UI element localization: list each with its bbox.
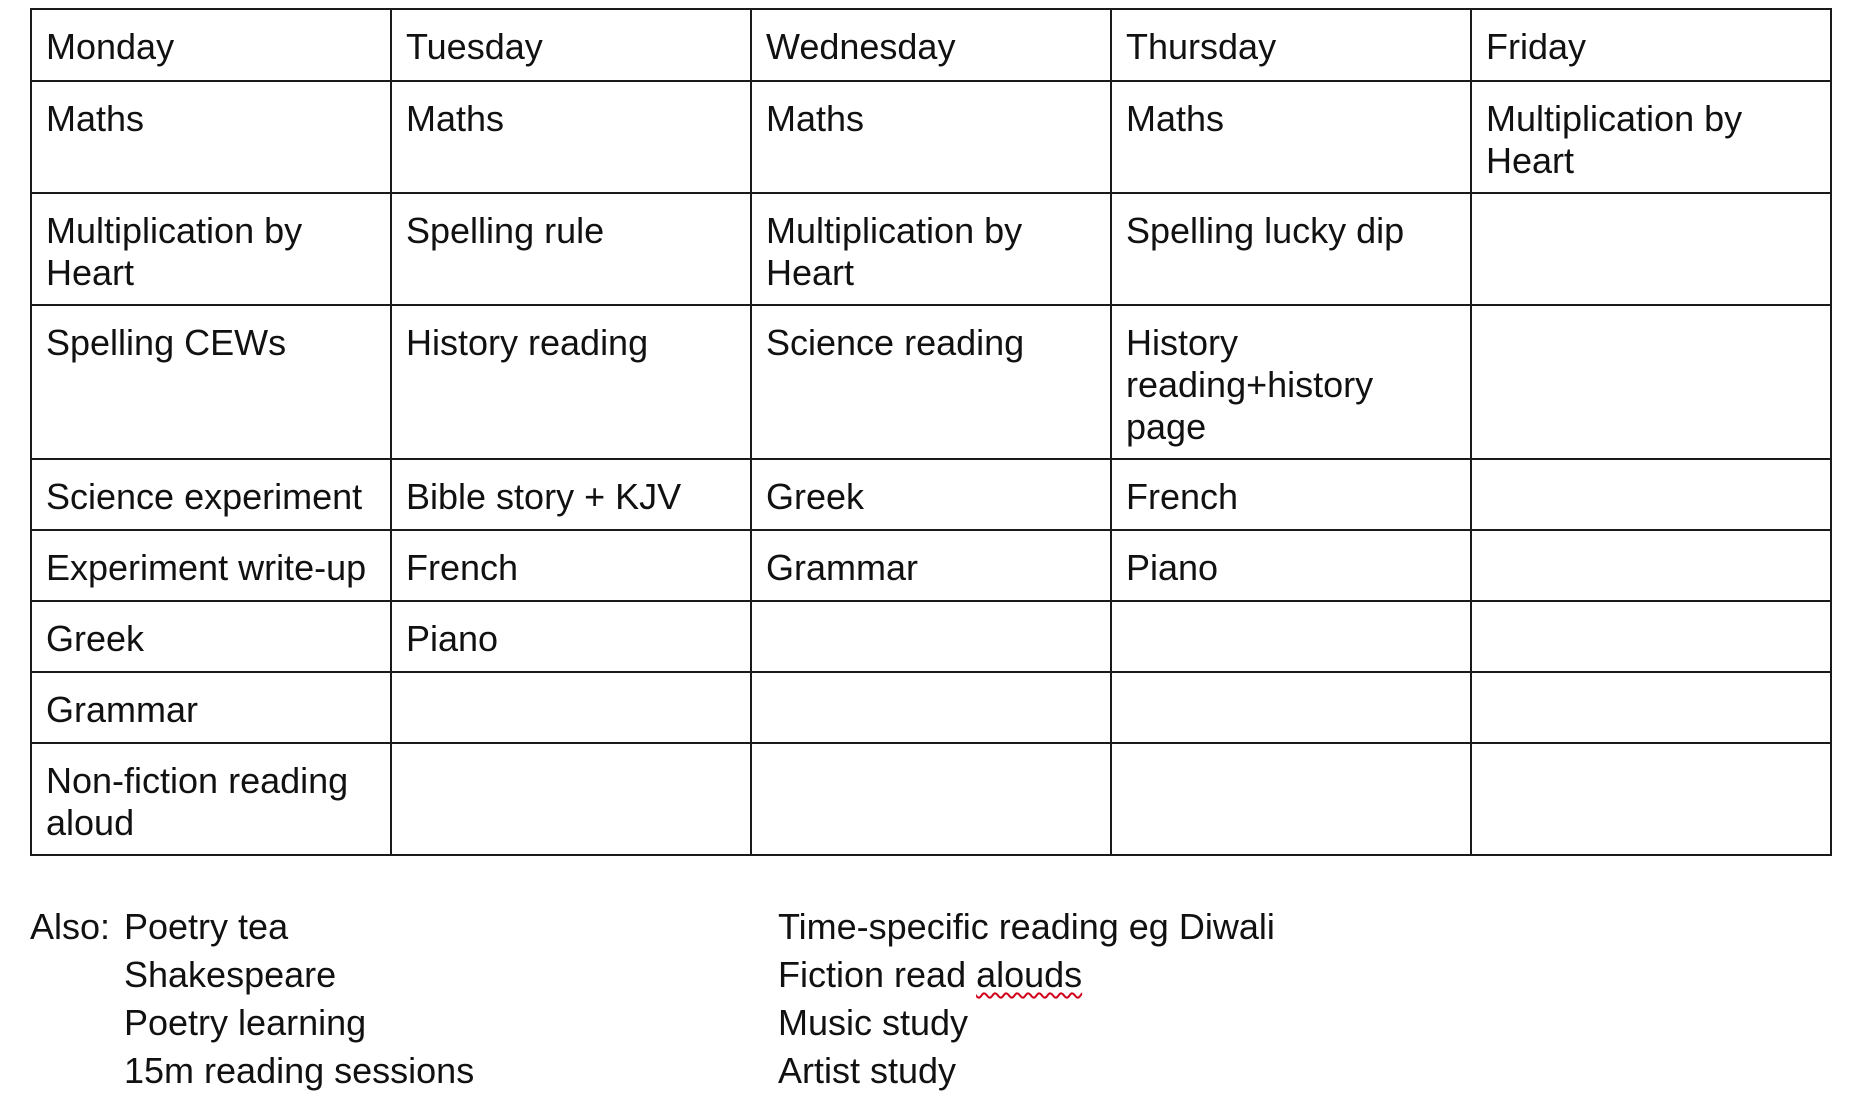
list-item: Poetry tea [124,906,289,947]
table-cell [391,672,751,743]
table-cell: History reading+history page [1111,305,1471,459]
list-item: Artist study [778,1050,957,1091]
table-cell: Experiment write-up [31,530,391,601]
table-cell: Non-fiction reading aloud [31,743,391,855]
table-cell: Multiplication by Heart [31,193,391,305]
table-cell [391,743,751,855]
table-cell: Science reading [751,305,1111,459]
table-cell: Maths [391,81,751,193]
table-cell: Multiplication by Heart [751,193,1111,305]
day-header-monday: Monday [31,9,391,81]
table-cell: Bible story + KJV [391,459,751,530]
table-cell: Piano [391,601,751,672]
spellcheck-misspelled-word[interactable]: alouds [976,954,1083,995]
weekly-schedule-table [30,8,1832,856]
table-cell: Spelling rule [391,193,751,305]
also-list-right [778,906,1275,1098]
table-row [31,530,1831,601]
table-row [31,459,1831,530]
table-cell: Maths [1111,81,1471,193]
table-cell: History reading [391,305,751,459]
table-cell [751,672,1111,743]
table-row [31,743,1831,855]
table-cell: Science experiment [31,459,391,530]
table-cell [1471,743,1831,855]
table-cell [1471,193,1831,305]
list-item: Music study [778,1002,969,1043]
table-cell: Greek [31,601,391,672]
table-cell: Piano [1111,530,1471,601]
list-item: Shakespeare [124,954,337,995]
table-cell: Maths [31,81,391,193]
table-cell [1111,743,1471,855]
table-cell: Multiplication by Heart [1471,81,1831,193]
list-item-fiction-read-alouds [778,954,1275,1002]
table-cell: Maths [751,81,1111,193]
table-row [31,81,1831,193]
table-cell [1111,601,1471,672]
table-cell [751,743,1111,855]
list-item: 15m reading sessions [124,1050,475,1091]
list-item: Time-specific reading eg Diwali [778,906,1275,947]
day-header-tuesday: Tuesday [391,9,751,81]
also-list-left [124,906,474,1098]
day-header-friday: Friday [1471,9,1831,81]
table-cell [1471,459,1831,530]
table-row [31,305,1831,459]
table-cell [1471,672,1831,743]
table-cell: Spelling CEWs [31,305,391,459]
table-cell: French [1111,459,1471,530]
table-cell: French [391,530,751,601]
table-cell [1471,601,1831,672]
table-cell: Grammar [31,672,391,743]
table-cell [1471,305,1831,459]
table-cell: Spelling lucky dip [1111,193,1471,305]
table-cell [1111,672,1471,743]
table-header-row [31,9,1831,81]
table-row [31,672,1831,743]
also-label: Also: [30,906,111,947]
list-item-text: Fiction read [778,954,977,995]
table-cell [1471,530,1831,601]
table-row [31,193,1831,305]
table-cell [751,601,1111,672]
day-header-thursday: Thursday [1111,9,1471,81]
table-cell: Grammar [751,530,1111,601]
table-cell: Greek [751,459,1111,530]
list-item: Poetry learning [124,1002,367,1043]
day-header-wednesday: Wednesday [751,9,1111,81]
table-row [31,601,1831,672]
